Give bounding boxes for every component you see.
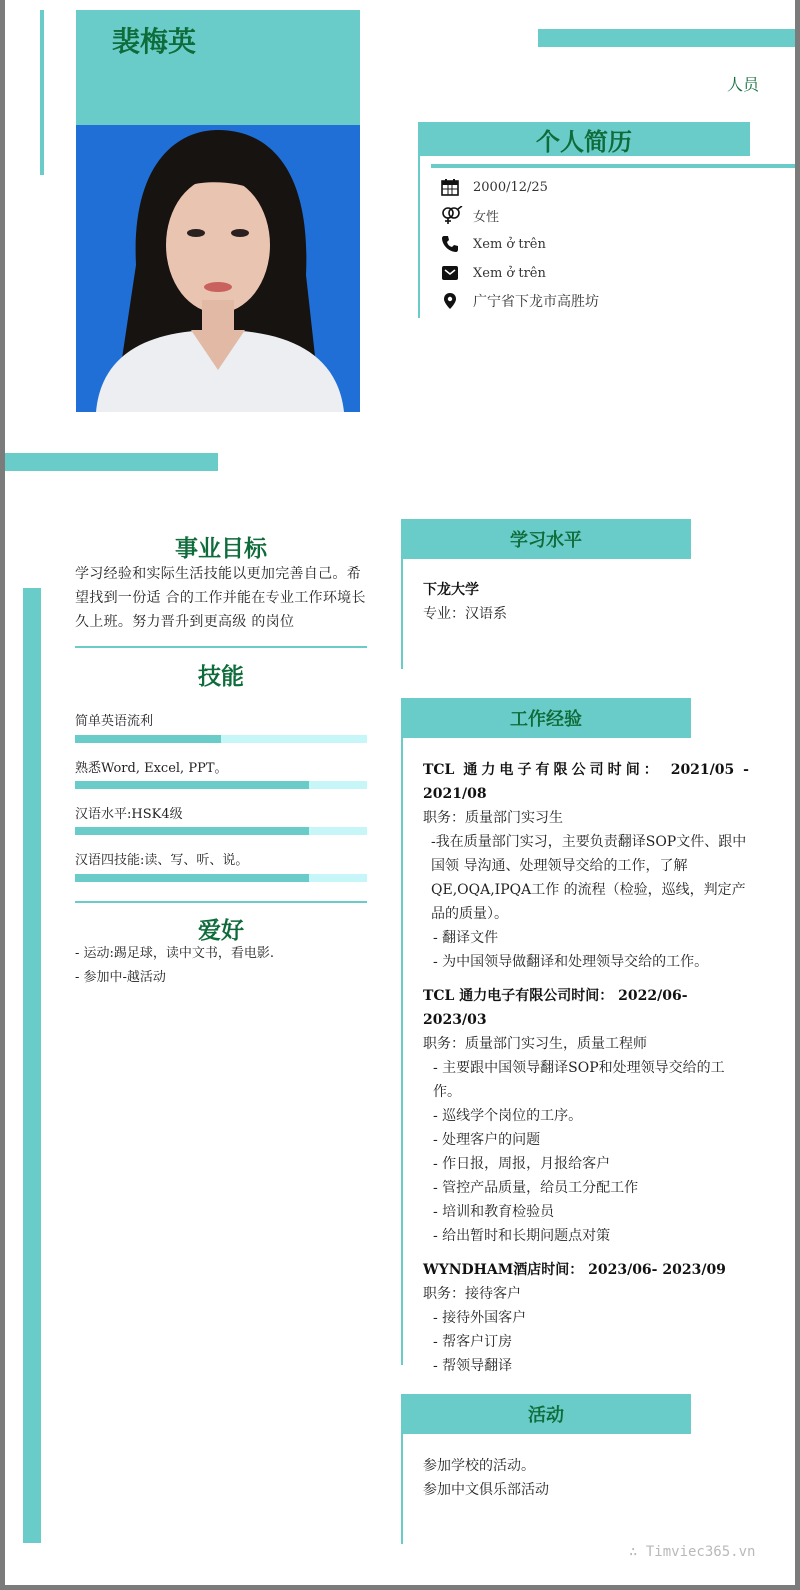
- skill-bar: [75, 735, 367, 743]
- top-right-accent-bar: [538, 29, 795, 47]
- job-header: WYNDHAM酒店时间： 2023/06- 2023/09: [423, 1262, 726, 1278]
- job-header: TCL 通力电子有限公司时间： 2021/05 - 2021/08: [423, 762, 749, 802]
- activities-body: [423, 1454, 549, 1502]
- job-line: - 管控产品质量，给员工分配工作: [433, 1180, 639, 1196]
- job-line: - 帮客户订房: [433, 1334, 513, 1350]
- job-line: - 作日报，周报，月报给客户: [433, 1156, 611, 1172]
- contact-value: 女性: [473, 209, 500, 225]
- left-long-vertical-bar: [23, 588, 41, 1543]
- skill-bar: [75, 874, 367, 882]
- portrait-image: [76, 125, 360, 412]
- skill-bar-fill: [75, 735, 221, 743]
- calendar-icon: [441, 178, 459, 196]
- skill-label: 简单英语流利: [75, 714, 154, 729]
- hobby-item: - 参加中-越活动: [75, 970, 166, 985]
- left-top-vertical-line: [40, 10, 44, 175]
- contact-value: 2000/12/25: [473, 179, 548, 195]
- job-entry: [423, 984, 749, 1248]
- resume-title-box: [418, 122, 750, 156]
- watermark: ∴ Timviec365.vn: [629, 1544, 756, 1560]
- job-entry: [423, 1258, 749, 1378]
- school-name: 下龙大学: [423, 582, 479, 598]
- experience-title: 工作经验: [510, 709, 582, 730]
- skill-bar: [75, 781, 367, 789]
- job-line: - 帮领导翻译: [433, 1358, 513, 1374]
- location-icon: [441, 292, 459, 310]
- job-line: - 主要跟中国领导翻译SOP和处理领导交给的工作。: [433, 1060, 725, 1100]
- gender-icon: [441, 206, 463, 224]
- education-title: 学习水平: [510, 530, 582, 551]
- resume-page: [5, 0, 795, 1585]
- job-line: - 翻译文件: [433, 930, 499, 946]
- job-header: TCL 通力电子有限公司时间： 2022/06- 2023/03: [423, 988, 688, 1028]
- skill-bar-fill: [75, 827, 309, 835]
- skills-title: 技能: [198, 664, 244, 690]
- skill-label: 汉语水平:HSK4级: [75, 807, 183, 822]
- job-role: 职务：质量部门实习生，质量工程师: [423, 1036, 647, 1052]
- skill-bar: [75, 827, 367, 835]
- hobbies-title: 爱好: [198, 918, 244, 944]
- education-header: [401, 519, 691, 559]
- objective-text: 学习经验和实际生活技能以更加完善自己。希望找到一份适 合的工作并能在专业工作环境长久上班。努力晋升到更高级 的岗位: [75, 566, 366, 630]
- education-body: [423, 578, 507, 626]
- activities-title: 活动: [528, 1405, 564, 1426]
- contact-value: 广宁省下龙市高胜坊: [473, 294, 599, 310]
- experience-vertical-line: [401, 738, 403, 1365]
- resume-title: 个人简历: [536, 127, 632, 156]
- skills-divider: [75, 901, 367, 903]
- email-icon: [441, 264, 459, 282]
- job-role: 职务：质量部门实习生: [423, 810, 563, 826]
- position-label: 人员: [727, 75, 760, 94]
- contact-vertical-line: [418, 156, 420, 318]
- objective-title: 事业目标: [175, 536, 267, 562]
- job-line: - 给出暂时和长期问题点对策: [433, 1228, 611, 1244]
- objective-divider: [75, 646, 367, 648]
- job-line: -我在质量部门实习，主要负责翻译SOP文件、跟中国领 导沟通、处理领导交给的工作，了解QE,OQA,IPQA工作 的流程（检验，巡线，判定产品的质量）。: [431, 834, 747, 922]
- skill-label: 汉语四技能:读、写、听、说。: [75, 853, 249, 868]
- candidate-name: 裴梅英: [112, 25, 197, 58]
- contact-value: Xem ở trên: [473, 236, 546, 252]
- activity-item: 参加中文俱乐部活动: [423, 1482, 549, 1498]
- job-line: - 巡线学个岗位的工序。: [433, 1108, 583, 1124]
- experience-body: [423, 758, 749, 1378]
- major: 专业：汉语系: [423, 606, 507, 622]
- activities-header: [401, 1394, 691, 1434]
- skill-label: 熟悉Word, Excel, PPT。: [75, 761, 228, 776]
- job-entry: [423, 758, 749, 974]
- job-line: - 处理客户的问题: [433, 1132, 541, 1148]
- contact-address: [441, 289, 599, 313]
- left-mid-accent-bar: [5, 453, 218, 471]
- hobbies-list: [75, 942, 274, 990]
- profile-photo: [76, 125, 360, 412]
- job-line: - 接待外国客户: [433, 1310, 527, 1326]
- job-role: 职务：接待客户: [423, 1286, 521, 1302]
- contact-email: [441, 261, 546, 285]
- phone-icon: [441, 235, 459, 253]
- job-line: - 培训和教育检验员: [433, 1204, 555, 1220]
- contact-value: Xem ở trên: [473, 265, 546, 281]
- resume-title-underline: [431, 164, 795, 168]
- hobby-item: - 运动:踢足球，读中文书，看电影.: [75, 946, 275, 961]
- job-line: - 为中国领导做翻译和处理领导交给的工作。: [433, 954, 709, 970]
- contact-birthday: [441, 175, 548, 199]
- contact-phone: [441, 232, 546, 256]
- activities-vertical-line: [401, 1434, 403, 1544]
- skill-bar-fill: [75, 781, 309, 789]
- contact-gender: [441, 203, 499, 227]
- activity-item: 参加学校的活动。: [423, 1458, 535, 1474]
- experience-header: [401, 698, 691, 738]
- education-vertical-line: [401, 559, 403, 669]
- name-block: [76, 10, 360, 125]
- skill-bar-fill: [75, 874, 309, 882]
